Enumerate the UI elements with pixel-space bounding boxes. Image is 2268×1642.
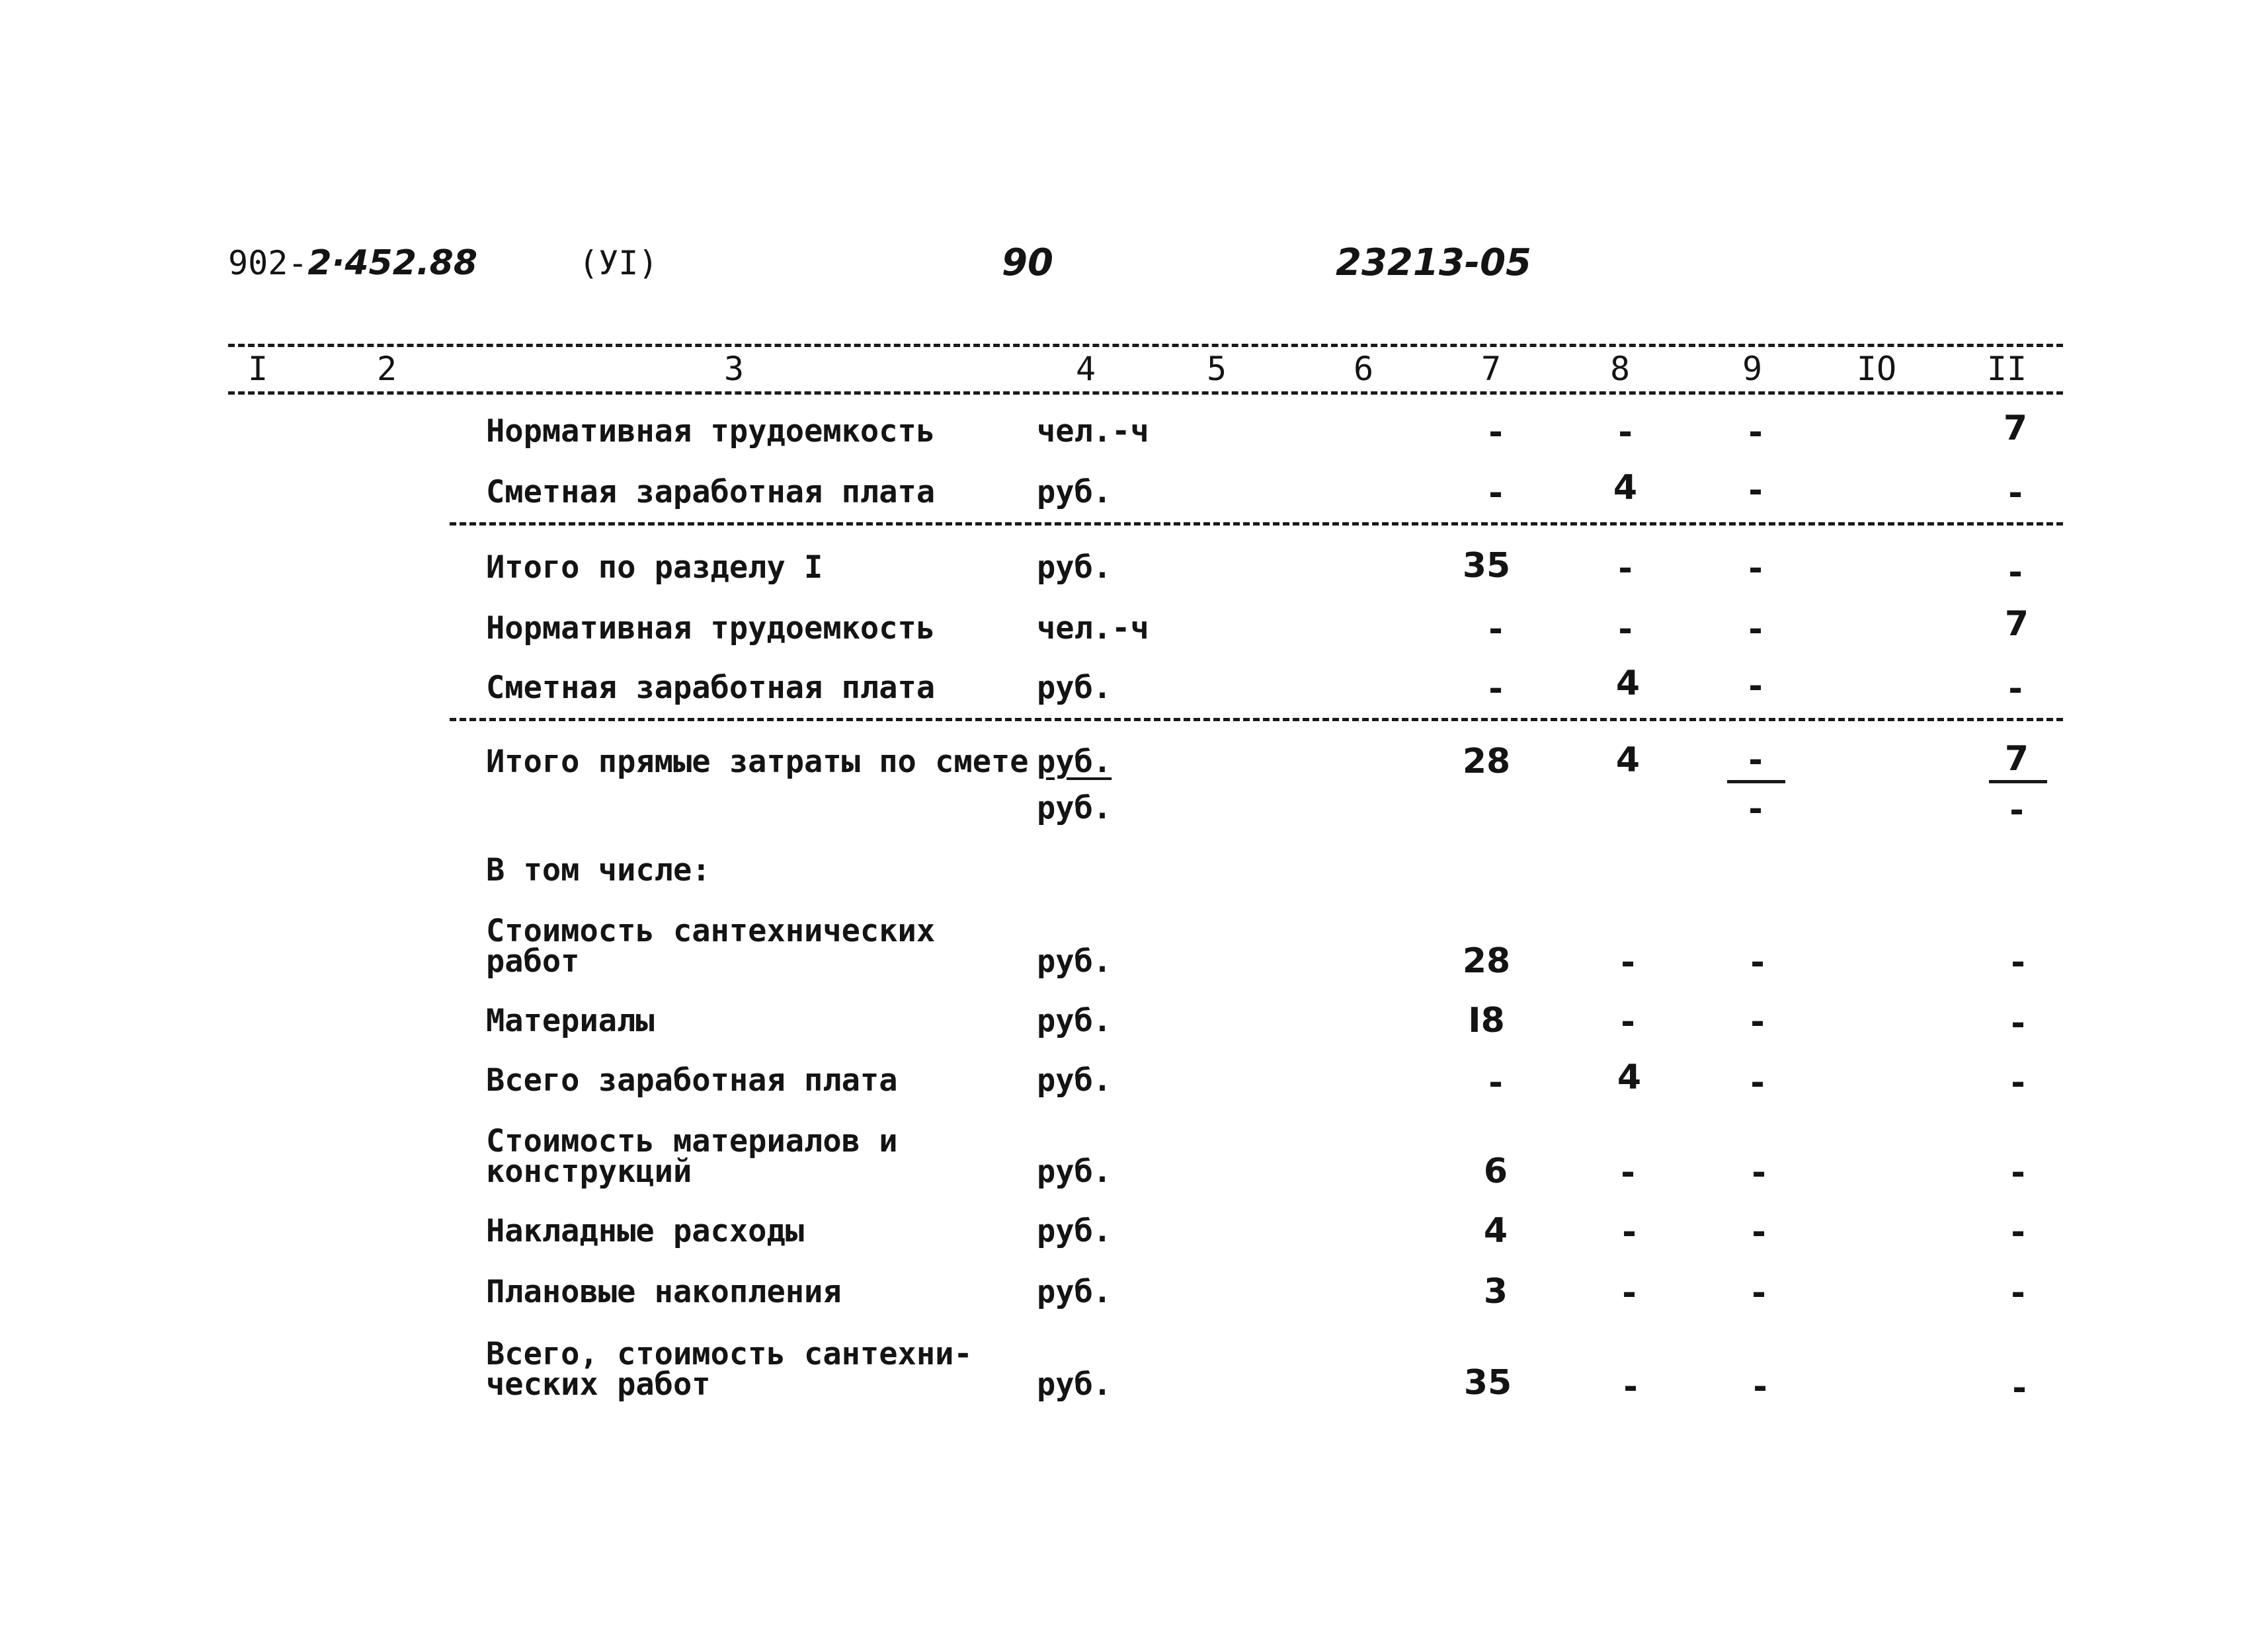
column-number: 2 (376, 350, 397, 388)
row-label-line2: конструкций (486, 1153, 692, 1190)
cell-col9: - (1753, 1367, 1767, 1407)
row-unit: руб. (1037, 943, 1112, 980)
cell-col11: 7 (2004, 604, 2029, 644)
cell-col9: - (1748, 609, 1763, 649)
fraction-line (1989, 780, 2047, 783)
column-number: 5 (1206, 350, 1227, 388)
row-label: Сметная заработная плата (486, 474, 936, 510)
cell-col7: 28 (1462, 941, 1511, 981)
cell-col9: - (1748, 471, 1763, 510)
cell-col7: I8 (1468, 1001, 1505, 1040)
row-unit: чел.-ч (1037, 413, 1149, 450)
cell-col9: - (1752, 1212, 1766, 1252)
cell-col11: 7 (2004, 739, 2029, 779)
code-prefix: 902- (228, 244, 308, 282)
row-unit: руб. (1037, 1213, 1112, 1249)
cell-col7: - (1488, 609, 1503, 649)
cell-col9: - (1750, 1002, 1765, 1042)
cell-col7: 28 (1462, 742, 1511, 781)
row-unit: руб. (1037, 474, 1112, 510)
row-label: Всего, стоимость сантехни- (486, 1336, 973, 1372)
cell-col7: - (1488, 1063, 1503, 1103)
row-unit: руб. (1037, 744, 1112, 780)
row-label-line2: работ (486, 943, 580, 980)
cell-col11: 7 (2003, 409, 2028, 448)
cell-col8: - (1621, 943, 1635, 982)
column-number: 7 (1480, 350, 1502, 388)
cell-col9: - (1748, 549, 1763, 588)
document-code (228, 243, 477, 283)
cell-col8: - (1618, 549, 1633, 588)
row-label: Нормативная трудоемкость (486, 610, 936, 646)
cell-col9: - (1750, 943, 1765, 982)
row-label: Сметная заработная плата (486, 670, 936, 706)
document-number: 23213-05 (1336, 241, 1531, 284)
column-number: 6 (1353, 350, 1374, 388)
cell-col7: 35 (1462, 546, 1511, 586)
cell-col8: - (1618, 412, 1633, 452)
row-unit: руб. (1037, 549, 1112, 586)
section-rule (450, 718, 2063, 721)
row-label: Стоимость материалов и (486, 1123, 898, 1159)
column-number: 8 (1609, 350, 1631, 388)
cell-col8: 4 (1617, 1058, 1642, 1097)
row-unit: чел.-ч (1037, 610, 1149, 646)
row-label: Плановые накопления (486, 1274, 842, 1310)
row-unit: руб. (1037, 1274, 1112, 1310)
cell-col8: - (1622, 1273, 1637, 1313)
row-unit: руб. (1037, 1366, 1112, 1403)
cell-col11: - (2011, 1003, 2025, 1043)
section-rule (450, 522, 2063, 526)
series-label: (УI) (579, 244, 659, 282)
cell-col8: 4 (1613, 468, 1638, 508)
cell-col11: - (2012, 1368, 2027, 1408)
fraction-line (1727, 780, 1785, 783)
code-handwritten: 2·452.88 (307, 243, 478, 283)
column-number: II (1986, 350, 2027, 388)
row-label: Итого прямые затраты по смете (486, 744, 1029, 780)
cell-col7: - (1488, 473, 1503, 513)
column-number: IO (1856, 350, 1897, 388)
column-number: 4 (1075, 350, 1096, 388)
cell-col8: 4 (1615, 740, 1640, 780)
row-label: Стоимость сантехнических (486, 913, 936, 949)
cell-col11: - (2008, 473, 2023, 513)
cell-col11: - (2011, 943, 2025, 982)
cell-col7: 6 (1483, 1152, 1508, 1191)
cell-col8: - (1618, 609, 1633, 649)
column-number: 9 (1742, 350, 1763, 388)
row-unit: руб. (1037, 1153, 1112, 1190)
cell-col11: - (2011, 1273, 2025, 1313)
cell-col9: - (1748, 740, 1763, 780)
column-number: I (247, 350, 268, 388)
cell-col11-secondary: - (2009, 791, 2024, 830)
cell-col7: - (1488, 669, 1503, 709)
cell-col9: - (1752, 1153, 1766, 1192)
cell-col9: - (1750, 1063, 1765, 1103)
cell-col11: - (2011, 1063, 2025, 1103)
page-number: 90 (1002, 241, 1053, 284)
column-header-bottom-rule (228, 391, 2063, 395)
row-unit: руб. (1037, 1062, 1112, 1099)
row-label: Всего заработная плата (486, 1062, 898, 1099)
cell-col9: - (1748, 666, 1763, 706)
cell-col8: - (1621, 1002, 1635, 1042)
row-label: В том числе: (486, 852, 711, 888)
row-label: Материалы (486, 1003, 655, 1039)
cell-col9: - (1752, 1273, 1766, 1313)
row-label: Итого по разделу I (486, 549, 823, 586)
cell-col7: 35 (1463, 1363, 1512, 1403)
row-label: Накладные расходы (486, 1213, 805, 1249)
row-label-line2: ческих работ (486, 1366, 711, 1403)
cell-col11: - (2011, 1212, 2025, 1252)
column-number: 3 (723, 350, 745, 388)
row-unit: руб. (1037, 670, 1112, 706)
cell-col11: - (2011, 1153, 2025, 1192)
cell-col8: 4 (1615, 664, 1640, 703)
cell-col9: - (1748, 412, 1763, 452)
cell-col8: - (1621, 1153, 1635, 1192)
cell-col7: 4 (1483, 1211, 1508, 1251)
column-header-top-rule (228, 344, 2063, 347)
row-label: Нормативная трудоемкость (486, 413, 936, 450)
cell-col7: 3 (1483, 1272, 1508, 1311)
row-unit-secondary: руб. (1037, 790, 1112, 826)
cell-col11: - (2008, 553, 2023, 592)
cell-col7: - (1488, 412, 1503, 452)
cell-col8: - (1623, 1367, 1638, 1407)
cell-col8: - (1622, 1212, 1637, 1252)
cell-col9-secondary: - (1748, 789, 1763, 829)
row-unit: руб. (1037, 1003, 1112, 1039)
cell-col11: - (2008, 669, 2023, 709)
